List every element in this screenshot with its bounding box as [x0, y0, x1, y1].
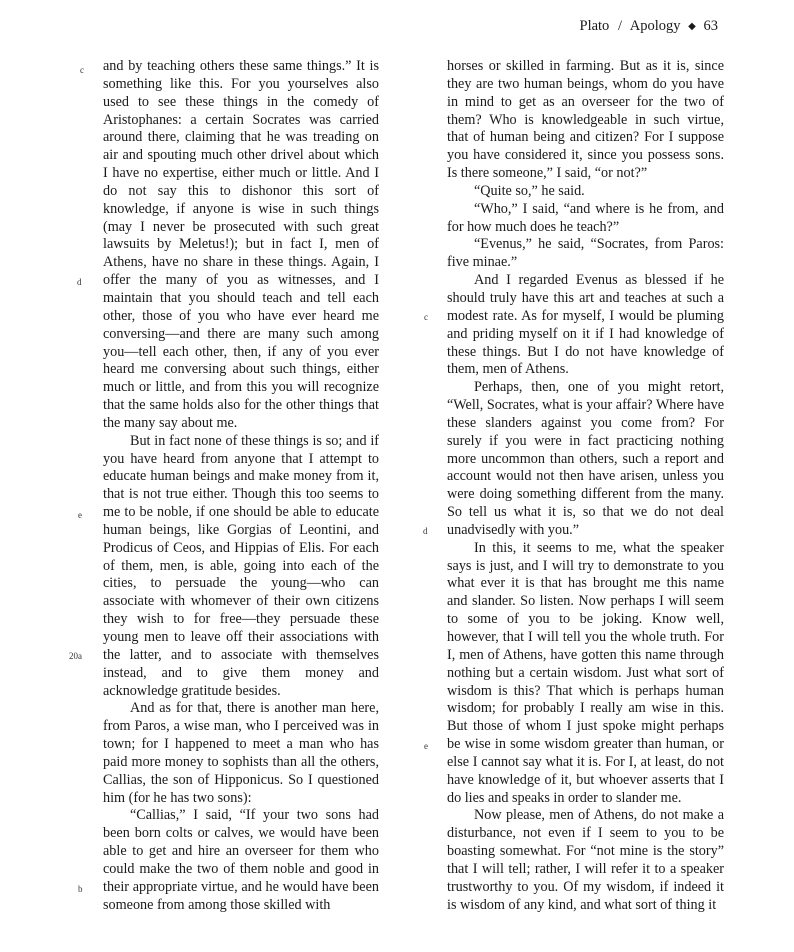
paragraph: And I regarded Evenus as blessed if he should truly have this art and teaches at such a modest rate. As for myself, I would be pluming and priding myself on it if I had knowledge of these things. But I do not have knowledge of them, men of Athens.	[447, 272, 724, 378]
header-separator: /	[617, 18, 622, 34]
paragraph: and by teaching others these same things.” It is something like this. For you yourselves also used to see these things in the comedy of Aristophanes: a certain Socrates was carried around there, claiming that he was treading on air and spouting much other drivel about which I have no expertise, either much or little. And I do not say this to dishonor this sort of knowledge, if anyone is wise in such things (may I never be prosecuted with such great lawsuits by Meletus!); but in fact I, men of Athens, have no share in these things. Again, I offer the many of you as witnesses, and I maintain that you should teach and tell each other, those of you who have ever heard me conversing—and there are many such among you—tell each other, then, if any of you ever heard me conversing about such things, either much or little, and from this you will recognize that the same holds also for the other things that the many say about me.	[103, 58, 379, 431]
text-column-left	[103, 58, 379, 915]
page-number: 63	[703, 18, 718, 34]
margin-marker: c	[80, 65, 84, 75]
margin-marker: d	[423, 526, 428, 536]
margin-marker: b	[78, 884, 83, 894]
paragraph: “Who,” I said, “and where is he from, and for how much does he teach?”	[447, 200, 724, 235]
running-header	[580, 18, 719, 35]
paragraph: In this, it seems to me, what the speaker says is just, and I will try to demonstrate to you what ever it is that has brought me this name and slander. So listen. Now perhaps I will seem to some of you to be joking. Know well, however, that I will tell you the whole truth. For I, men of Athens, have gotten this name through nothing but a certain wisdom. Just what sort of wisdom is this? That which is perhaps human wisdom; for probably I really am wise in this. But those of whom I just spoke might perhaps be wise in some wisdom greater than human, or else I cannot say what it is. For I, at least, do not have knowledge of it, but whoever asserts that I do lies and speaks in order to slander me.	[447, 539, 724, 806]
margin-marker: c	[424, 312, 428, 322]
paragraph: “Callias,” I said, “If your two sons had been born colts or calves, we would have been able to get and hire an overseer for them who could make the two of them noble and good in their appropriate virtue, and he would have been someone from among those skilled with	[103, 807, 379, 913]
paragraph: And as for that, there is another man here, from Paros, a wise man, who I perceived was in town; for I happened to meet a man who has paid more money to sophists than all the others, Callias, the son of Hipponicus. So I questioned him (for he has two sons):	[103, 700, 379, 806]
margin-marker: 20a	[69, 651, 82, 661]
margin-marker: e	[78, 510, 82, 520]
header-author: Plato	[579, 18, 610, 34]
margin-marker: d	[77, 277, 82, 287]
paragraph: “Quite so,” he said.	[474, 182, 585, 199]
paragraph: But in fact none of these things is so; and if you have heard from anyone that I attempt to educate human beings and make money from it, that is not true either. Though this too seems to me to be noble, if one should be able to educate human beings, like Gorgias of Leontini, and Prodicus of Ceos, and Hippias of Elis. For each of them, men, is able, going into each of the cities, to persuade the young—who can associate with whomever of their own citizens they wish to for free—they persuade these young men to leave off their associations with the latter, and to associate with themselves instead, and to give them money and acknowledge gratitude besides.	[103, 432, 379, 699]
paragraph: horses or skilled in farming. But as it is, since they are two human beings, whom do you have in mind to get as an overseer for the two of them? Who is knowledgeable in such virtue, that of human being and citizen? For I suppose you have considered it, since you possess sons. Is there someone,” I said, “or not?”	[447, 58, 724, 182]
header-work-title: Apology	[629, 18, 681, 34]
margin-marker: e	[424, 741, 428, 751]
paragraph: Now please, men of Athens, do not make a disturbance, not even if I seem to you to be boasting somewhat. For “not mine is the story” that I will tell; rather, I will refer it to a speaker trustworthy to you. Of my wisdom, if indeed it is wisdom of any kind, and what sort of thing it	[447, 807, 724, 913]
diamond-ornament-icon: ◆	[688, 21, 696, 32]
paragraph: “Evenus,” he said, “Socrates, from Paros: five minae.”	[447, 236, 724, 271]
text-column-right	[447, 58, 724, 915]
paragraph: Perhaps, then, one of you might retort, “Well, Socrates, what is your affair? Where have these slanders against you come from? For surely if you were in fact practicing nothing more uncommon than others, such a report and account would not then have arisen, unless you were doing something different from the many. So tell us what it is, so that we do not deal unadvisedly with you.”	[447, 379, 724, 538]
